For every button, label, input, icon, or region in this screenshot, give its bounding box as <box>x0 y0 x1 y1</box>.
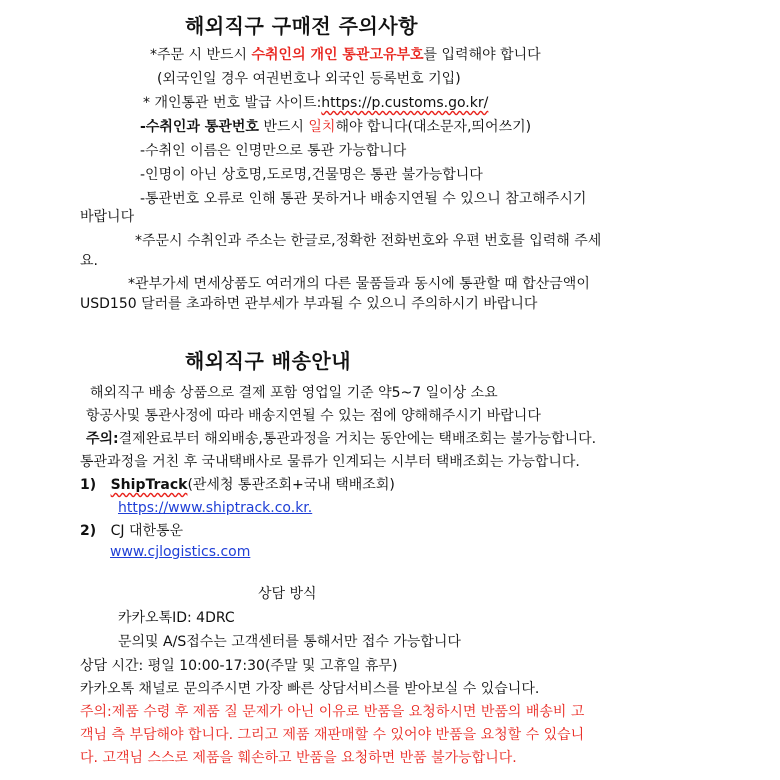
rule-match-bold: -수취인과 통관번호 <box>140 119 259 135</box>
rule-no-business-name: -인명이 아닌 상호명,도로명,건물명은 통관 불가능합니다 <box>140 167 483 183</box>
section1-title: 해외직구 구매전 주의사항 <box>185 14 418 38</box>
kakao-channel-info: 카카오톡 채널로 문의주시면 가장 빠른 상담서비스를 받아보실 수 있습니다. <box>80 681 540 697</box>
option1-desc: (관세청 통관조회+국내 택배조회) <box>187 477 395 493</box>
shipping-duration: 해외직구 배송 상품으로 결제 포함 영업일 기준 약5~7 일이상 소요 <box>90 385 498 401</box>
return-policy-3: 다. 고객님 스스로 제품을 훼손하고 반품을 요청하면 반품 불가능합니다. <box>80 750 517 766</box>
rule-name-only: -수취인 이름은 인명만으로 통관 가능합니다 <box>140 143 407 159</box>
option2-number: 2) <box>80 523 97 539</box>
notice-address-1: *주문시 수취인과 주소는 한글로,정확한 전화번호와 우편 번호를 입력해 주세 <box>135 233 602 249</box>
rule-error-warning-1: -통관번호 오류로 인해 통관 못하거나 배송지연될 수 있으니 참고해주시기 <box>140 191 587 207</box>
notice-customs-code <box>150 45 541 65</box>
notice-customs-code-highlight: 수취인의 개인 통관고유부호 <box>251 47 424 63</box>
notice-customs-code-suffix: 를 입력해야 합니다 <box>423 47 541 63</box>
notice-foreigner-info: (외국인일 경우 여권번호나 외국인 등록번호 기입) <box>157 71 461 87</box>
shipping-delay-notice: 항공사및 통관사정에 따라 배송지연될 수 있는 점에 양해해주시기 바랍니다 <box>86 408 541 424</box>
tracking-caution-text: 결제완료부터 해외배송,통관과정을 거치는 동안에는 택배조회는 불가능합니다. <box>118 431 597 447</box>
notice-tax-2: USD150 달러를 초과하면 관부세가 부과될 수 있으니 주의하시기 바랍니다 <box>80 296 538 312</box>
customs-site-line <box>143 93 488 113</box>
tracking-option-shiptrack <box>80 475 395 495</box>
notice-customs-code-prefix: *주문 시 반드시 <box>150 47 252 63</box>
consultation-title: 상담 방식 <box>258 586 317 602</box>
section2-title: 해외직구 배송안내 <box>185 349 352 373</box>
tracking-caution <box>86 429 596 449</box>
notice-address-2: 요. <box>80 253 98 269</box>
return-policy-2: 객님 측 부담해야 합니다. 그리고 제품 재판매할 수 있어야 반품을 요청할 수 있습니 <box>80 727 585 743</box>
rule-match-end: 해야 합니다(대소문자,띄어쓰기) <box>335 119 532 135</box>
tracking-option-cj <box>80 521 183 541</box>
customs-site-label: * 개인통관 번호 발급 사이트: <box>143 95 322 111</box>
as-info: 문의및 A/S접수는 고객센터를 통해서만 접수 가능합니다 <box>118 634 461 650</box>
customs-site-url[interactable]: https://p.customs.go.kr/ <box>321 95 489 111</box>
tracking-available-notice: 통관과정을 거친 후 국내택배사로 물류가 인계되는 시부터 택배조회는 가능합니다. <box>80 454 580 470</box>
tracking-caution-label: 주의: <box>86 431 119 447</box>
rule-match-mid: 반드시 <box>258 119 309 135</box>
notice-tax-1: *관부가세 면세상품도 여러개의 다른 물품들과 동시에 통관할 때 합산금액이 <box>128 276 590 292</box>
rule-error-warning-2: 바랍니다 <box>80 209 135 225</box>
cj-logistics-link[interactable]: www.cjlogistics.com <box>110 544 251 560</box>
option2-name: CJ 대한통운 <box>110 523 184 539</box>
shiptrack-link[interactable]: https://www.shiptrack.co.kr. <box>118 500 313 516</box>
option1-number: 1) <box>80 477 97 493</box>
rule-match-red: 일치 <box>308 119 336 135</box>
kakao-id: 카카오톡ID: 4DRC <box>118 610 235 626</box>
consultation-hours: 상담 시간: 평일 10:00-17:30(주말 및 고휴일 휴무) <box>80 658 398 674</box>
return-policy-1: 주의:제품 수령 후 제품 질 문제가 아닌 이유로 반품을 요청하시면 반품의 배송비 고 <box>80 704 585 720</box>
option1-name: ShipTrack <box>110 477 188 493</box>
rule-match-line <box>140 117 531 137</box>
